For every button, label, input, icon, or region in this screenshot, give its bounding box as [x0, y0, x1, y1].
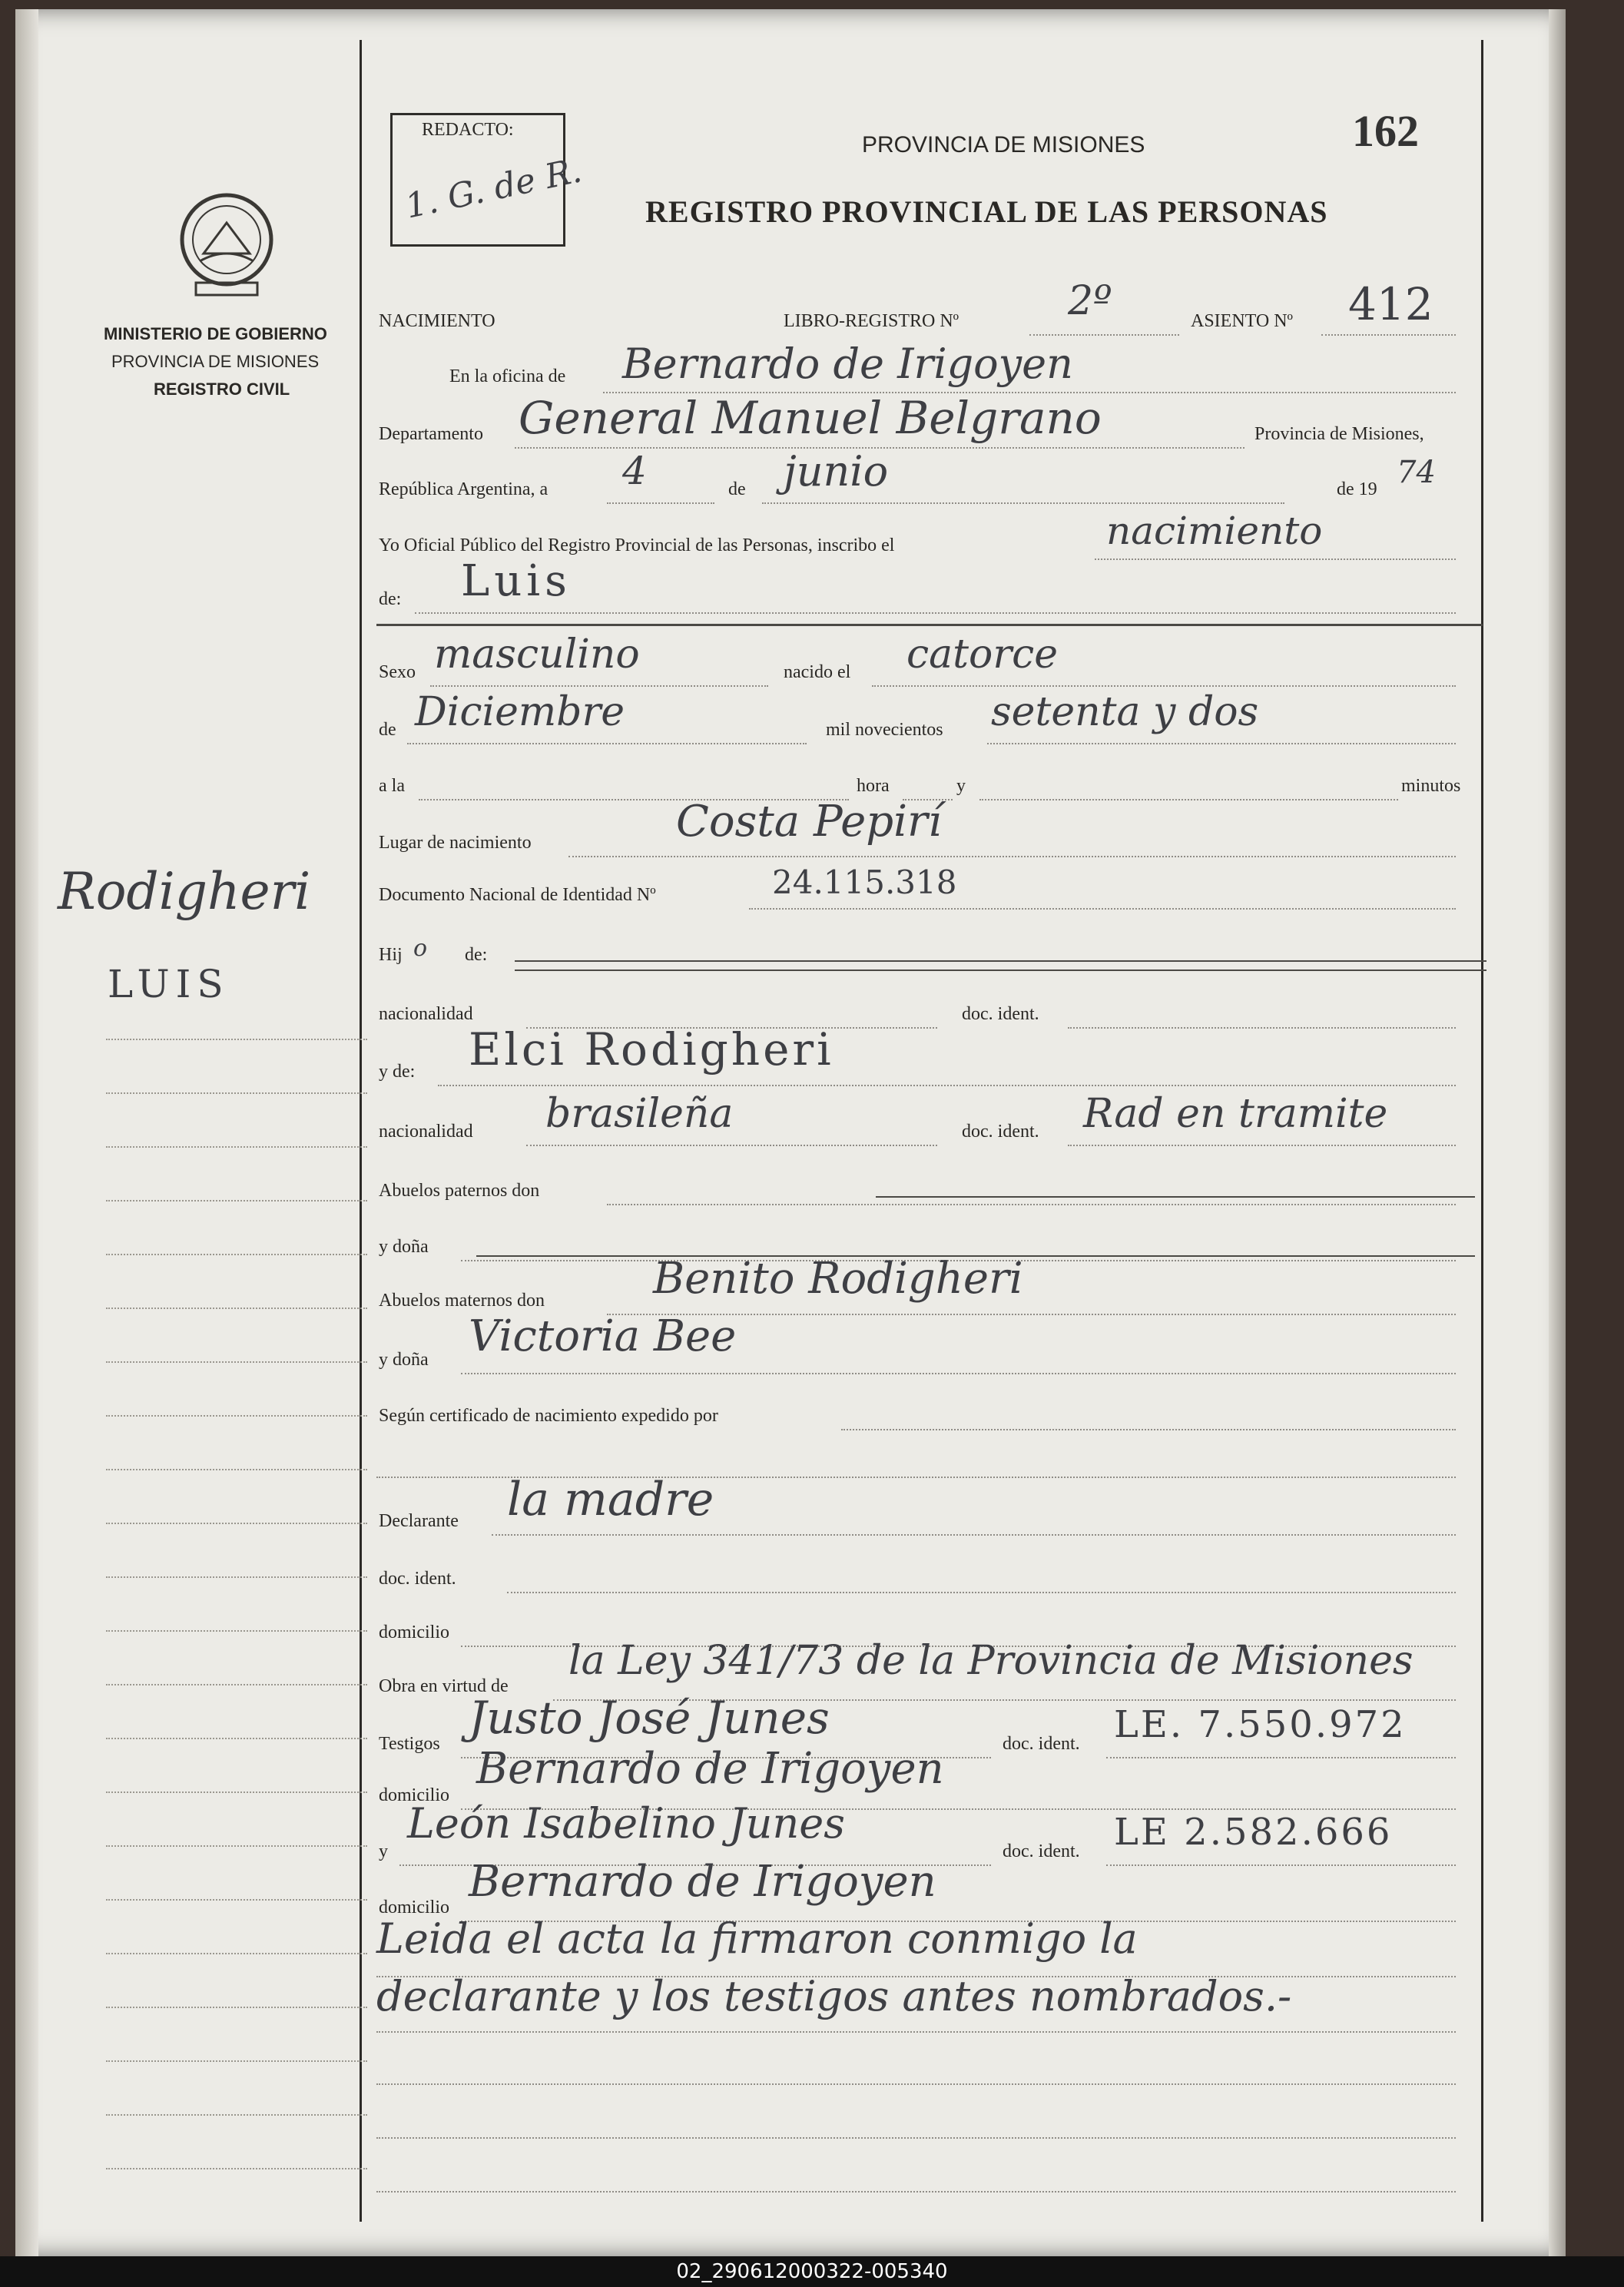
asiento-label: ASIENTO Nº	[1191, 311, 1293, 331]
abuela-materna-value: Victoria Bee	[469, 1311, 737, 1361]
nombre-value: Luis	[461, 556, 572, 606]
testigo1-doc-label: doc. ident.	[1003, 1734, 1080, 1754]
nacionalidad-padre-label: nacionalidad	[379, 1004, 473, 1024]
margin-rule	[106, 2168, 367, 2169]
hijo-label: Hij	[379, 945, 403, 965]
obra-label: Obra en virtud de	[379, 1676, 509, 1696]
testigo2-y-label: y	[379, 1841, 388, 1861]
dni-label: Documento Nacional de Identidad Nº	[379, 885, 656, 905]
redacto-label: REDACTO:	[422, 120, 514, 140]
testigo2-value: León Isabelino Junes	[407, 1799, 845, 1848]
closing-line-2: declarante y los testigos antes nombrados.-	[376, 1972, 1292, 2020]
mil-label: mil novecientos	[826, 720, 943, 740]
lugar-value: Costa Pepirí	[676, 797, 942, 847]
testigo1-value: Justo José Junes	[469, 1692, 830, 1744]
dona-paterna-label: y doña	[379, 1237, 429, 1257]
nacimiento-label: NACIMIENTO	[379, 311, 495, 331]
sexo-value: masculino	[434, 631, 640, 678]
civil-registry-label: REGISTRO CIVIL	[154, 380, 290, 399]
provincia-tail: Provincia de Misiones,	[1254, 424, 1424, 444]
margin-rule	[106, 1738, 367, 1739]
libro-label: LIBRO-REGISTRO Nº	[784, 311, 959, 331]
de-label: de	[728, 479, 746, 499]
nombre-de-label: de:	[379, 589, 402, 609]
margin-rule	[106, 1254, 367, 1255]
margin-rule	[106, 2007, 367, 2008]
asiento-value: 412	[1348, 278, 1433, 330]
closing-line-1: Leida el acta la firmaron conmigo la	[376, 1914, 1138, 1963]
doc-madre-value: Rad en tramite	[1083, 1091, 1388, 1137]
anio-nac-value: setenta y dos	[991, 689, 1259, 735]
testigo2-domicilio-label: domicilio	[379, 1898, 449, 1917]
hora-label: hora	[857, 776, 890, 796]
book-spine	[15, 9, 38, 2256]
margin-rule	[106, 1092, 367, 1094]
margin-rule	[106, 2114, 367, 2116]
margin-rule	[106, 1469, 367, 1470]
declarante-label: Declarante	[379, 1511, 459, 1531]
image-code-bar	[0, 2256, 1624, 2287]
margin-rule	[106, 1415, 367, 1417]
minutos-label: minutos	[1401, 776, 1461, 796]
nacionalidad-madre-label: nacionalidad	[379, 1122, 473, 1142]
margin-rule	[106, 1630, 367, 1632]
margin-rule	[106, 1523, 367, 1524]
margin-rule	[106, 2060, 367, 2062]
y-de-label: y de:	[379, 1062, 416, 1082]
nacido-value: catorce	[906, 631, 1059, 678]
dni-value: 24.115.318	[772, 863, 957, 901]
declarante-domicilio-label: domicilio	[379, 1622, 449, 1642]
de-anio-label: de 19	[1337, 479, 1377, 499]
obra-value: la Ley 341/73 de la Provincia de Misiones	[568, 1638, 1414, 1684]
abuelos-maternos-label: Abuelos maternos don	[379, 1291, 545, 1311]
province-heading: PROVINCIA DE MISIONES	[862, 132, 1145, 157]
testigo2-domicilio: Bernardo de Irigoyen	[469, 1857, 936, 1907]
a-la-label: a la	[379, 776, 405, 796]
page-edge	[1549, 9, 1566, 2256]
abuelos-paternos-label: Abuelos paternos don	[379, 1181, 540, 1201]
provincial-seal-icon	[165, 184, 288, 307]
hijo-suffix: o	[413, 935, 428, 962]
sexo-label: Sexo	[379, 662, 416, 682]
margin-name: LUIS	[108, 962, 230, 1006]
libro-value: 2º	[1068, 278, 1112, 324]
register-page	[15, 9, 1566, 2256]
anio-value: 74	[1397, 455, 1436, 490]
declarante-value: la madre	[507, 1473, 714, 1526]
hijo-de-label: de:	[465, 945, 488, 965]
sidebar-province-label: PROVINCIA DE MISIONES	[111, 352, 320, 371]
redacto-value: 1. G. de R.	[402, 151, 585, 227]
margin-rule	[106, 1200, 367, 1202]
abuelo-materno-value: Benito Rodigheri	[653, 1254, 1023, 1304]
declarante-doc-label: doc. ident.	[379, 1569, 456, 1589]
testigo1-doc: LE. 7.550.972	[1114, 1703, 1407, 1746]
margin-rule	[106, 1791, 367, 1793]
dona-materna-label: y doña	[379, 1350, 429, 1370]
nacido-label: nacido el	[784, 662, 851, 682]
margin-divider	[360, 40, 362, 2222]
testigo1-domicilio: Bernardo de Irigoyen	[476, 1744, 944, 1794]
oficina-label: En la oficina de	[449, 366, 566, 386]
margin-rule	[106, 1361, 367, 1363]
mes-value: junio	[784, 447, 889, 496]
margin-rule	[106, 1039, 367, 1040]
doc-madre-label: doc. ident.	[962, 1122, 1039, 1142]
de-mes-label: de	[379, 720, 396, 740]
margin-rule	[106, 1845, 367, 1847]
margin-rule	[106, 1146, 367, 1148]
testigo2-doc: LE 2.582.666	[1114, 1811, 1393, 1854]
testigo2-doc-label: doc. ident.	[1003, 1841, 1080, 1861]
madre-value: Elci Rodigheri	[469, 1023, 834, 1076]
image-code: 02_290612000322-005340	[676, 2260, 948, 2283]
margin-rule	[106, 1576, 367, 1578]
doc-padre-label: doc. ident.	[962, 1004, 1039, 1024]
testigo1-domicilio-label: domicilio	[379, 1785, 449, 1805]
inscribo-value: nacimiento	[1106, 509, 1323, 553]
oficina-value: Bernardo de Irigoyen	[622, 340, 1073, 388]
ministry-label: MINISTERIO DE GOBIERNO	[104, 324, 327, 343]
registry-heading: REGISTRO PROVINCIAL DE LAS PERSONAS	[645, 194, 1328, 229]
lugar-label: Lugar de nacimiento	[379, 833, 532, 853]
margin-rule	[106, 1684, 367, 1685]
dia-value: 4	[622, 449, 647, 493]
segun-label: Según certificado de nacimiento expedido por	[379, 1406, 718, 1426]
yo-oficial-label: Yo Oficial Público del Registro Provincial de las Personas, inscribo el	[379, 535, 895, 555]
folio-number: 162	[1352, 106, 1419, 156]
departamento-label: Departamento	[379, 424, 483, 444]
margin-rule	[106, 1308, 367, 1309]
departamento-value: General Manuel Belgrano	[519, 392, 1102, 444]
right-border	[1481, 40, 1483, 2222]
margin-rule	[106, 1953, 367, 1954]
margin-rule	[106, 1899, 367, 1901]
redacto-box	[390, 113, 585, 247]
nacionalidad-madre-value: brasileña	[545, 1091, 734, 1137]
testigos-label: Testigos	[379, 1734, 440, 1754]
y-label: y	[956, 776, 966, 796]
mes-nac-value: Diciembre	[415, 689, 625, 735]
header-rule	[376, 624, 1483, 626]
margin-surname: Rodigheri	[58, 862, 311, 921]
republica-label: República Argentina, a	[379, 479, 549, 499]
